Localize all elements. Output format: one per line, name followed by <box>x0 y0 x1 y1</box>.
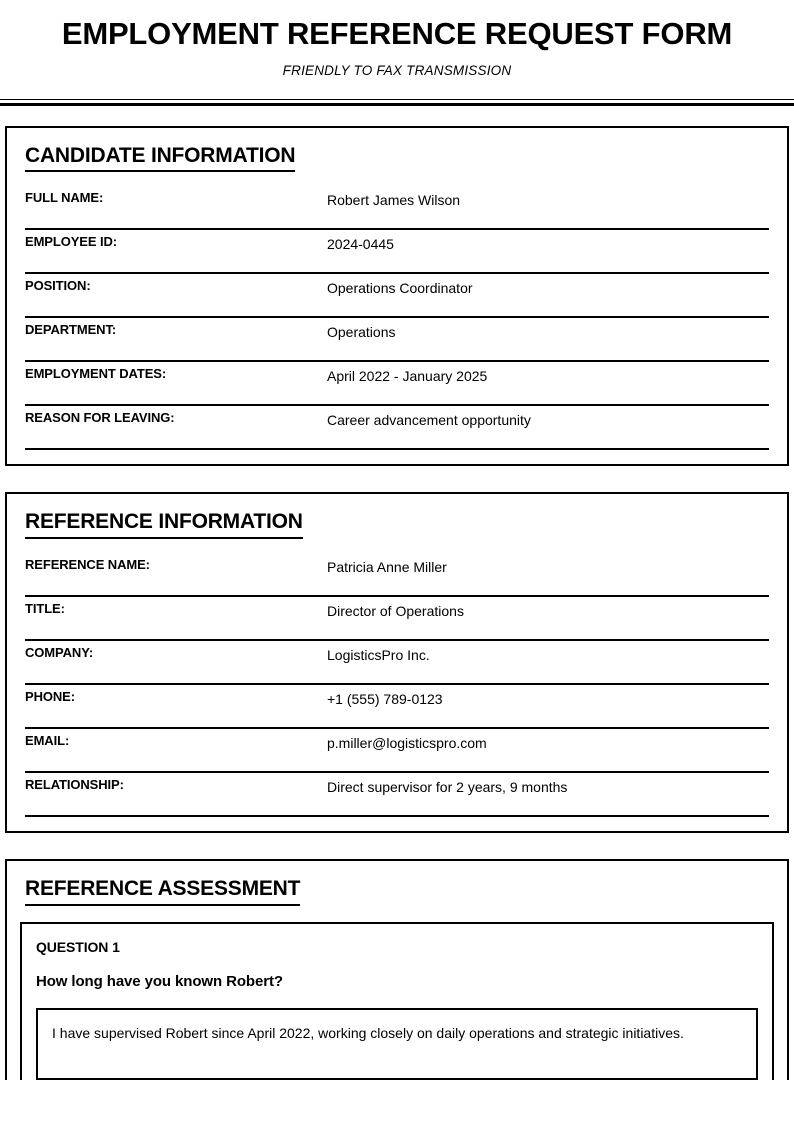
field-row-position <box>25 274 769 318</box>
field-label: REFERENCE NAME: <box>25 557 150 573</box>
field-row-company <box>25 641 769 685</box>
field-label: FULL NAME: <box>25 190 104 206</box>
field-value[interactable]: Robert James Wilson <box>327 192 461 209</box>
assessment-section-title: REFERENCE ASSESSMENT <box>25 877 300 906</box>
candidate-information-section <box>5 126 789 467</box>
divider-line-thick <box>0 103 794 106</box>
document-header <box>0 0 794 78</box>
answer-box[interactable] <box>36 1008 758 1080</box>
field-value[interactable]: LogisticsPro Inc. <box>327 647 430 664</box>
field-value[interactable]: Patricia Anne Miller <box>327 559 447 576</box>
field-row-relationship <box>25 773 769 817</box>
field-value[interactable]: Direct supervisor for 2 years, 9 months <box>327 779 568 796</box>
reference-information-section <box>5 492 789 833</box>
question-text: How long have you known Robert? <box>36 972 283 990</box>
reference-fields <box>20 553 774 817</box>
field-label: EMPLOYEE ID: <box>25 234 117 250</box>
field-label: POSITION: <box>25 278 91 294</box>
field-value[interactable]: Operations Coordinator <box>327 280 473 297</box>
header-divider <box>0 99 794 106</box>
document-subtitle: FRIENDLY TO FAX TRANSMISSION <box>282 62 512 78</box>
field-row-full-name <box>25 186 769 230</box>
question-number: QUESTION 1 <box>36 938 120 955</box>
field-label: REASON FOR LEAVING: <box>25 410 175 426</box>
field-label: DEPARTMENT: <box>25 322 117 338</box>
field-row-employment-dates <box>25 362 769 406</box>
field-row-reference-name <box>25 553 769 597</box>
field-value[interactable]: 2024-0445 <box>327 236 394 253</box>
field-value[interactable]: Career advancement opportunity <box>327 412 531 429</box>
reference-assessment-section <box>5 859 789 1080</box>
field-value[interactable]: Operations <box>327 324 396 341</box>
field-label: EMPLOYMENT DATES: <box>25 366 167 382</box>
question-block-1 <box>20 922 774 1080</box>
candidate-section-title: CANDIDATE INFORMATION <box>25 144 295 173</box>
field-label: TITLE: <box>25 601 65 617</box>
field-value[interactable]: Director of Operations <box>327 603 464 620</box>
field-label: PHONE: <box>25 689 75 705</box>
field-value[interactable]: p.miller@logisticspro.com <box>327 735 487 752</box>
field-row-email <box>25 729 769 773</box>
answer-text[interactable]: I have supervised Robert since April 2022, working closely on daily operations and strategic initiatives. <box>52 1024 684 1041</box>
reference-section-title: REFERENCE INFORMATION <box>25 510 303 539</box>
candidate-fields <box>20 186 774 450</box>
field-value[interactable]: +1 (555) 789-0123 <box>327 691 443 708</box>
field-row-reason-for-leaving <box>25 406 769 450</box>
field-value[interactable]: April 2022 - January 2025 <box>327 368 488 385</box>
field-row-department <box>25 318 769 362</box>
field-row-phone <box>25 685 769 729</box>
page-title: EMPLOYMENT REFERENCE REQUEST FORM <box>61 16 733 51</box>
field-row-title <box>25 597 769 641</box>
field-label: COMPANY: <box>25 645 94 661</box>
field-label: RELATIONSHIP: <box>25 777 124 793</box>
field-label: EMAIL: <box>25 733 70 749</box>
field-row-employee-id <box>25 230 769 274</box>
